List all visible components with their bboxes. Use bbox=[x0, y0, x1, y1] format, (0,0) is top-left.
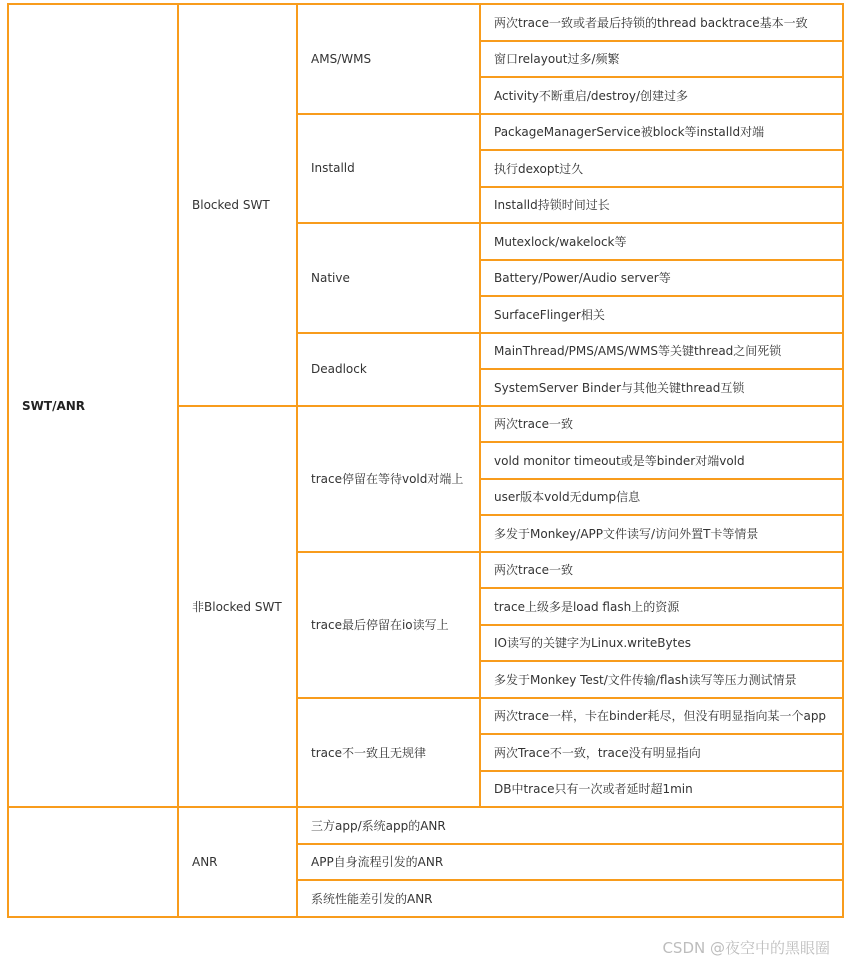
group-vold: trace停留在等待vold对端上 bbox=[297, 406, 480, 552]
list-item: vold monitor timeout或是等binder对端vold bbox=[480, 442, 843, 479]
list-item: 执行dexopt过久 bbox=[480, 150, 843, 187]
group-io: trace最后停留在io读写上 bbox=[297, 552, 480, 698]
group-irregular: trace不一致且无规律 bbox=[297, 698, 480, 808]
category-non-blocked-swt: 非Blocked SWT bbox=[178, 406, 297, 808]
list-item: 窗口relayout过多/频繁 bbox=[480, 41, 843, 78]
list-item: Activity不断重启/destroy/创建过多 bbox=[480, 77, 843, 114]
group-deadlock: Deadlock bbox=[297, 333, 480, 406]
list-item: Installd持锁时间过长 bbox=[480, 187, 843, 224]
list-item: 两次trace一致 bbox=[480, 406, 843, 443]
table-row bbox=[8, 807, 843, 844]
group-native: Native bbox=[297, 223, 480, 333]
list-item: 系统性能差引发的ANR bbox=[297, 880, 843, 917]
list-item: IO读写的关键字为Linux.writeBytes bbox=[480, 625, 843, 662]
root-cell-continuation bbox=[8, 807, 178, 917]
swt-anr-classification-table bbox=[7, 3, 844, 918]
category-blocked-swt: Blocked SWT bbox=[178, 4, 297, 406]
list-item: 两次Trace不一致，trace没有明显指向 bbox=[480, 734, 843, 771]
list-item: 多发于Monkey Test/文件传输/flash读写等压力测试情景 bbox=[480, 661, 843, 698]
list-item: SurfaceFlinger相关 bbox=[480, 296, 843, 333]
list-item: 三方app/系统app的ANR bbox=[297, 807, 843, 844]
group-ams-wms: AMS/WMS bbox=[297, 4, 480, 114]
list-item: PackageManagerService被block等installd对端 bbox=[480, 114, 843, 151]
list-item: SystemServer Binder与其他关键thread互锁 bbox=[480, 369, 843, 406]
list-item: trace上级多是load flash上的资源 bbox=[480, 588, 843, 625]
list-item: 两次trace一致 bbox=[480, 552, 843, 589]
list-item: APP自身流程引发的ANR bbox=[297, 844, 843, 881]
list-item: 两次trace一样，卡在binder耗尽，但没有明显指向某一个app bbox=[480, 698, 843, 735]
list-item: Battery/Power/Audio server等 bbox=[480, 260, 843, 297]
watermark: CSDN @夜空中的黑眼圈 bbox=[662, 939, 830, 957]
list-item: Mutexlock/wakelock等 bbox=[480, 223, 843, 260]
category-anr: ANR bbox=[178, 807, 297, 917]
list-item: 两次trace一致或者最后持锁的thread backtrace基本一致 bbox=[480, 4, 843, 41]
list-item: MainThread/PMS/AMS/WMS等关键thread之间死锁 bbox=[480, 333, 843, 370]
table-row bbox=[8, 4, 843, 41]
list-item: DB中trace只有一次或者延时超1min bbox=[480, 771, 843, 808]
list-item: user版本vold无dump信息 bbox=[480, 479, 843, 516]
list-item: 多发于Monkey/APP文件读写/访问外置T卡等情景 bbox=[480, 515, 843, 552]
root-cell: SWT/ANR bbox=[8, 4, 178, 807]
group-installd: Installd bbox=[297, 114, 480, 224]
